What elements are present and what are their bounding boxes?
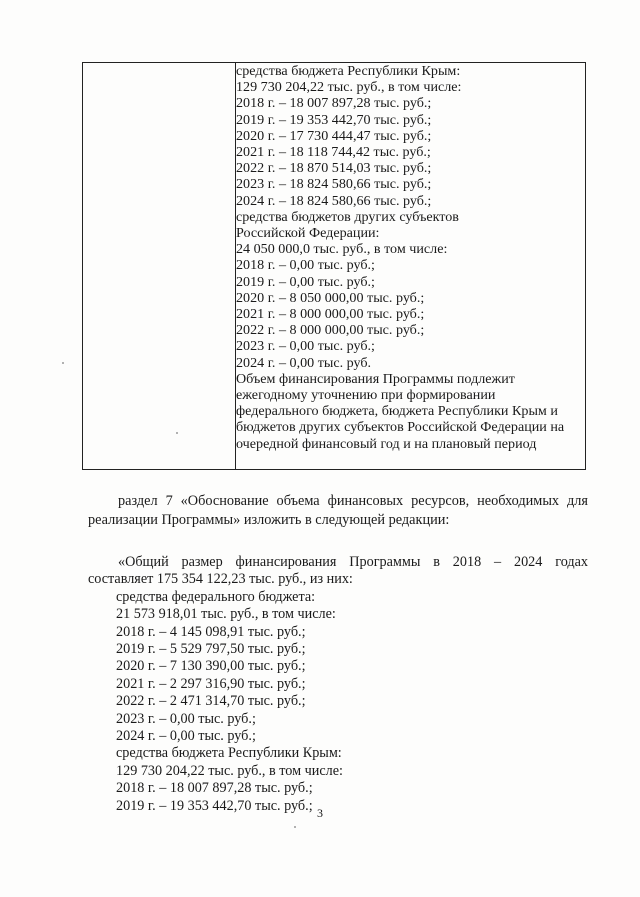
scan-speck <box>176 432 178 434</box>
general-line-1: «Общий размер финансирования Программы в 2018 – 2024 годах <box>118 554 588 570</box>
table-text-line: 2024 г. – 18 824 580,66 тыс. руб.; <box>236 192 432 209</box>
general-item-line: средства федерального бюджета: <box>116 588 316 605</box>
scan-speck <box>62 362 64 364</box>
section-7-line-1: раздел 7 «Обоснование объема финансовых ресурсов, необходимых для <box>118 493 588 509</box>
general-item-line: средства бюджета Республики Крым: <box>116 745 342 762</box>
general-item-line: 2019 г. – 5 529 797,50 тыс. руб.; <box>116 641 306 658</box>
table-text-line: Российской Федерации: <box>236 225 380 242</box>
table-left-cell <box>83 63 236 470</box>
table-row <box>83 63 586 470</box>
table-text-line: 2023 г. – 0,00 тыс. руб.; <box>236 338 375 355</box>
table-text-line: 2023 г. – 18 824 580,66 тыс. руб.; <box>236 176 432 193</box>
table-text-line: 129 730 204,22 тыс. руб., в том числе: <box>236 79 462 96</box>
table-text-line: федерального бюджета, бюджета Республики Крым и <box>236 403 558 420</box>
general-items <box>88 589 588 815</box>
general-item-line: 2021 г. – 2 297 316,90 тыс. руб.; <box>116 675 306 692</box>
table-text-line: 2019 г. – 0,00 тыс. руб.; <box>236 273 375 290</box>
scan-speck <box>294 826 296 828</box>
general-item-line: 2018 г. – 18 007 897,28 тыс. руб.; <box>116 780 313 797</box>
table-text-line: 2022 г. – 8 000 000,00 тыс. руб.; <box>236 322 425 339</box>
table-text-line: 24 050 000,0 тыс. руб., в том числе: <box>236 241 448 258</box>
table-text-line: 2018 г. – 18 007 897,28 тыс. руб.; <box>236 95 432 112</box>
section-7-line-2: реализации Программы» изложить в следующей редакции: <box>88 512 450 528</box>
general-item-line: 21 573 918,01 тыс. руб., в том числе: <box>116 606 336 623</box>
table-text-line: средства бюджета Республики Крым: <box>236 63 461 79</box>
table-text-line: 2021 г. – 8 000 000,00 тыс. руб.; <box>236 306 425 323</box>
table-text-line: 2020 г. – 8 050 000,00 тыс. руб.; <box>236 289 425 306</box>
general-line-2: составляет 175 354 122,23 тыс. руб., из них: <box>88 571 353 588</box>
table-text-line: средства бюджетов других субъектов <box>236 208 459 225</box>
table-lines <box>236 63 585 452</box>
table-text-line: 2022 г. – 18 870 514,03 тыс. руб.; <box>236 160 432 177</box>
table-right-cell <box>236 63 586 470</box>
general-item-line: 2023 г. – 0,00 тыс. руб.; <box>116 710 256 727</box>
general-item-line: 2020 г. – 7 130 390,00 тыс. руб.; <box>116 658 306 675</box>
general-financing-block <box>88 554 588 815</box>
general-item-line: 2019 г. – 19 353 442,70 тыс. руб.; <box>116 797 313 814</box>
page-number: 3 <box>317 806 323 820</box>
table-text-line: бюджетов других субъектов Российской Федерации на <box>236 419 565 436</box>
table-text-line: 2024 г. – 0,00 тыс. руб. <box>236 354 372 371</box>
table-text-line: 2019 г. – 19 353 442,70 тыс. руб.; <box>236 111 432 128</box>
table-text-line: 2021 г. – 18 118 744,42 тыс. руб.; <box>236 144 431 161</box>
table-text-line: очередной финансовый год и на плановый период <box>236 435 537 452</box>
table-text-line: ежегодному уточнению при формировании <box>236 387 496 404</box>
table-text-line: 2020 г. – 17 730 444,47 тыс. руб.; <box>236 127 432 144</box>
general-item-line: 2022 г. – 2 471 314,70 тыс. руб.; <box>116 693 306 710</box>
table-text-line: 2018 г. – 0,00 тыс. руб.; <box>236 257 375 274</box>
section-7-paragraph <box>88 492 588 530</box>
table-text-line: Объем финансирования Программы подлежит <box>236 370 515 387</box>
general-item-line: 2018 г. – 4 145 098,91 тыс. руб.; <box>116 623 306 640</box>
general-item-line: 129 730 204,22 тыс. руб., в том числе: <box>116 762 343 779</box>
general-item-line: 2024 г. – 0,00 тыс. руб.; <box>116 728 256 745</box>
financing-table <box>82 62 586 470</box>
